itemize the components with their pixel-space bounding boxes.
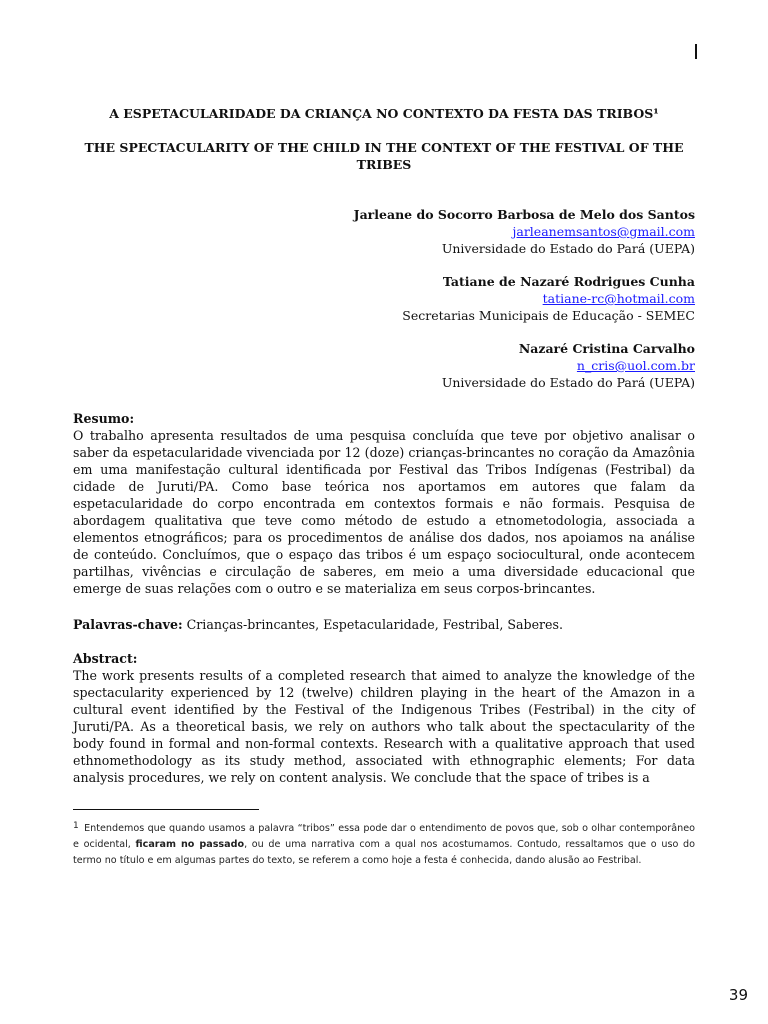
author-block bbox=[175, 206, 695, 407]
author-name: Tatiane de Nazaré Rodrigues Cunha bbox=[442, 274, 695, 289]
abstract-section bbox=[73, 650, 695, 786]
page-number: 39 bbox=[728, 986, 748, 1004]
author-email-link[interactable]: jarleanemsantos@gmail.com bbox=[512, 224, 695, 239]
author-email-link[interactable]: tatiane-rc@hotmail.com bbox=[542, 291, 695, 306]
footnote-text-after: , ou de uma narrativa com a qual nos acostumamos. Contudo, ressaltamos que o uso do termo no título e em algumas partes do texto, se referem a como hoje a festa é conhecida, dando alusão ao Festribal. bbox=[73, 839, 695, 866]
resumo-text: O trabalho apresenta resultados de uma pesquisa concluída que teve por objetivo analisar o saber da espetacularidade vivenciada por 12 (doze) crianças-brincantes no coração da Amazônia em uma manifestação cultural identificada por Festival das Tribos Indígenas (Festribal) da cidade de Juruti/PA. Como base teórica nos aportamos em autores que falam da espetacularidade do corpo encontrada em contextos formais e não formais. Pesquisa de abordagem qualitativa que teve como método de estudo a etnometodologia, associada a elementos etnográficos; para os procedimentos de análise dos dados, nos apoiamos na análise de conteúdo. Concluímos, que o espaço das tribos é um espaço sociocultural, onde acontecem partilhas, vivências e circulação de saberes, em meio a uma diversidade educacional que emerge de suas relações com o outro e se materializa em seus corpos-brincantes. bbox=[73, 428, 695, 596]
author-affiliation: Universidade do Estado do Pará (UEPA) bbox=[441, 241, 695, 256]
footnote-emphasis: ficaram no passado bbox=[135, 839, 245, 850]
keywords-section bbox=[73, 616, 695, 633]
abstract-label: Abstract: bbox=[73, 651, 138, 666]
author-name: Jarleane do Socorro Barbosa de Melo dos Santos bbox=[353, 207, 695, 222]
keywords-label: Palavras-chave: bbox=[73, 617, 183, 632]
abstract-text: The work presents results of a completed research that aimed to analyze the knowledge of the spectacularity experienced by 12 (twelve) children playing in the heart of the Amazon in a cultural event identified by the Festival of the Indigenous Tribes (Festribal) in the city of Juruti/PA. As a theoretical basis, we rely on authors who talk about the spectacularity of the body found in formal and non-formal contexts. Research with a qualitative approach that used ethnomethodology as its study method, associated with ethnographic elements; For data analysis procedures, we rely on content analysis. We conclude that the space of tribes is a bbox=[73, 668, 695, 785]
author-affiliation: Universidade do Estado do Pará (UEPA) bbox=[441, 375, 695, 390]
footnote-marker: 1 bbox=[73, 821, 79, 831]
title-english: THE SPECTACULARITY OF THE CHILD IN THE CONTEXT OF THE FESTIVAL OF THE TRIBES bbox=[84, 140, 684, 172]
author-entry bbox=[175, 206, 695, 257]
resumo-section bbox=[73, 410, 695, 597]
header-mark bbox=[695, 44, 697, 59]
author-name: Nazaré Cristina Carvalho bbox=[518, 341, 695, 356]
title-portuguese: A ESPETACULARIDADE DA CRIANÇA NO CONTEXTO DA FESTA DAS TRIBOS¹ bbox=[109, 106, 659, 121]
keywords-text: Crianças-brincantes, Espetacularidade, Festribal, Saberes. bbox=[186, 617, 563, 632]
author-entry bbox=[175, 340, 695, 391]
footnote bbox=[73, 818, 695, 869]
footnote-text-before: Entendemos que quando usamos a palavra “tribos” essa pode dar o entendimento de povos que, sob o olhar contemporâneo e ocidental, bbox=[73, 823, 695, 850]
author-affiliation: Secretarias Municipais de Educação - SEMEC bbox=[402, 308, 695, 323]
author-entry bbox=[175, 273, 695, 324]
resumo-label: Resumo: bbox=[73, 411, 135, 426]
author-email-link[interactable]: n_cris@uol.com.br bbox=[576, 358, 695, 373]
footnote-divider bbox=[73, 809, 259, 810]
